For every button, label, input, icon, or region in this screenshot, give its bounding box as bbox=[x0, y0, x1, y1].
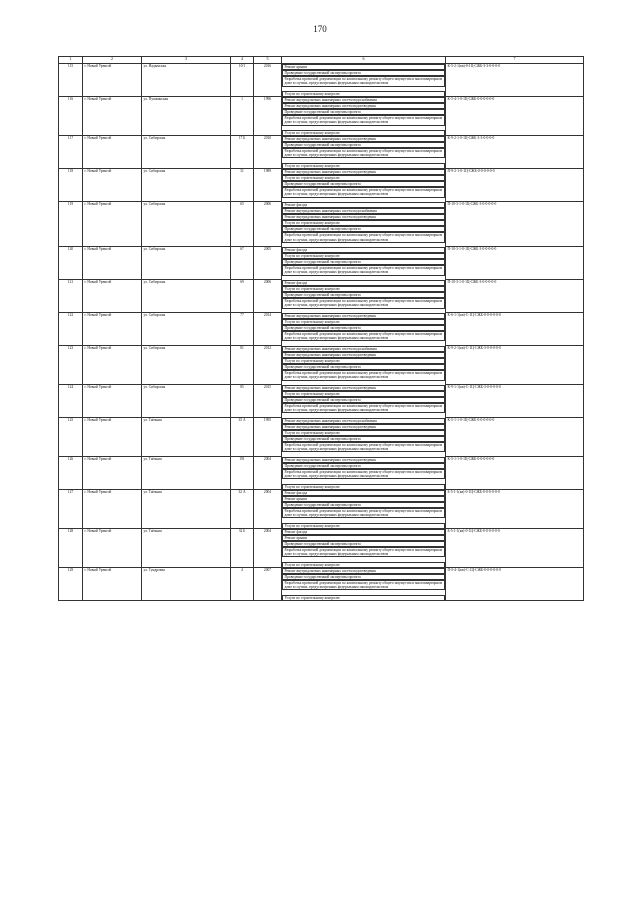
column-number-row bbox=[59, 57, 584, 64]
year-cell: 2010 bbox=[254, 136, 282, 169]
house-code-cell: П-9-2-1-0-1Ц-СЖБ-0-0-0-0-0-0 bbox=[446, 169, 584, 202]
work-type-cell: Ремонт фасада bbox=[282, 529, 445, 535]
house-code-cell: К-5-1-1-0-1Ц-СЖБ-0-0-0-0-0-0 bbox=[446, 418, 584, 457]
work-type-cell: Услуги по строительному контролю bbox=[282, 430, 445, 436]
work-type-cell: Проведение государственной экспертизы проекта bbox=[282, 397, 445, 403]
row-number-cell: 128 bbox=[59, 529, 83, 568]
year-cell: 1996 bbox=[254, 97, 282, 136]
row-number-cell: 125 bbox=[59, 418, 83, 457]
city-cell: г. Новый Уренгой bbox=[83, 64, 142, 97]
work-type-cell: Услуги по строительному контролю bbox=[282, 286, 445, 292]
row-number-cell: 126 bbox=[59, 457, 83, 490]
column-number: 2 bbox=[83, 57, 142, 64]
work-type-cell: Ремонт внутридомовых инженерных систем водоотведения bbox=[282, 169, 445, 175]
city-cell: г. Новый Уренгой bbox=[83, 136, 142, 169]
row-number-cell: 122 bbox=[59, 313, 83, 346]
house-code-cell: К-5-2-1(кв)-0-1Ц-СЖБ-3-3-0-0-0-0 bbox=[446, 64, 584, 97]
work-type-cell: Проведение государственной экспертизы проекта bbox=[282, 142, 445, 148]
house-code-cell: К-6-1-1(кв)-С-1Ц-СЖБ-0-0-0-0-0-0 bbox=[446, 313, 584, 346]
work-type-cell: Ремонт фасада bbox=[282, 247, 445, 253]
house-cell: 10/1 bbox=[231, 64, 254, 97]
house-cell: 85 bbox=[231, 385, 254, 418]
street-cell: ул. Тундровая bbox=[142, 568, 231, 601]
work-type-cell: Разработка проектной документации по капитальному ремонту общего имущества в многоквартирном доме в случаях, предусмотренных федеральным законодательством bbox=[282, 580, 445, 590]
work-type-cell: Проведение государственной экспертизы проекта bbox=[282, 364, 445, 370]
column-number: 5 bbox=[254, 57, 282, 64]
street-cell: ул. Сибирская bbox=[142, 280, 231, 313]
house-code-cell: К-9-1-1(кв)-С-1Ц-СЖБ-3-0-0-0-0-0 bbox=[446, 385, 584, 418]
work-type-cell: Услуги по строительному контролю bbox=[282, 91, 445, 97]
street-cell: ул. Сибирская bbox=[142, 169, 231, 202]
house-cell: 67 bbox=[231, 247, 254, 280]
column-number: 1 bbox=[59, 57, 83, 64]
work-type-cell: Проведение государственной экспертизы проекта bbox=[282, 259, 445, 265]
city-cell: г. Новый Уренгой bbox=[83, 202, 142, 247]
row-number-cell: 117 bbox=[59, 136, 83, 169]
row-number-cell: 115 bbox=[59, 64, 83, 97]
year-cell: 2004 bbox=[254, 529, 282, 568]
house-code-cell: П-10-3-1-0-1Ц-СЖБ-3-0-0-0-0-0 bbox=[446, 202, 584, 247]
house-cell: 65 bbox=[231, 202, 254, 247]
year-cell: 1995 bbox=[254, 418, 282, 457]
work-type-cell: Ремонт крыши bbox=[282, 535, 445, 541]
work-type-cell: Услуги по строительному контролю bbox=[282, 175, 445, 181]
house-cell: 32 А bbox=[231, 490, 254, 529]
city-cell: г. Новый Уренгой bbox=[83, 280, 142, 313]
house-code-cell: Б-5-1-1(кв)-0-1Ц-СЖБ-0-0-0-0-0-0 bbox=[446, 490, 584, 529]
work-type-cell: Проведение государственной экспертизы проекта bbox=[282, 292, 445, 298]
street-cell: ул. Таёжная bbox=[142, 457, 231, 490]
work-type-cell: Услуги по строительному контролю bbox=[282, 391, 445, 397]
row-number-cell: 129 bbox=[59, 568, 83, 601]
city-cell: г. Новый Уренгой bbox=[83, 169, 142, 202]
street-cell: ул. Сибирская bbox=[142, 247, 231, 280]
work-type-cell: Разработка проектной документации по капитальному ремонту общего имущества в многоквартирном доме в случаях, предусмотренных федеральным законодательством bbox=[282, 115, 445, 125]
work-type-cell: Разработка проектной документации по капитальному ремонту общего имущества в многоквартирном доме в случаях, предусмотренных федеральным законодательством bbox=[282, 265, 445, 275]
row-number-cell: 127 bbox=[59, 490, 83, 529]
work-type-cell: Проведение государственной экспертизы проекта bbox=[282, 541, 445, 547]
city-cell: г. Новый Уренгой bbox=[83, 346, 142, 385]
table-row bbox=[59, 64, 584, 71]
house-cell: 32 Б bbox=[231, 529, 254, 568]
work-type-cell: Ремонт внутридомовых инженерных систем водоотведения bbox=[282, 136, 445, 142]
work-type-cell: Ремонт фасада bbox=[282, 490, 445, 496]
street-cell: ул. Сибирская bbox=[142, 202, 231, 247]
work-type-cell: Ремонт крыши bbox=[282, 64, 445, 70]
work-type-cell: Услуги по строительному контролю bbox=[282, 358, 445, 364]
work-type-cell: Проведение государственной экспертизы проекта bbox=[282, 502, 445, 508]
street-cell: ул. Таёжная bbox=[142, 490, 231, 529]
work-type-cell: Услуги по строительному контролю bbox=[282, 319, 445, 325]
house-cell: 35 А bbox=[231, 418, 254, 457]
work-type-cell: Услуги по строительному контролю bbox=[282, 130, 445, 136]
work-type-cell: Разработка проектной документации по капитальному ремонту общего имущества в многоквартирном доме в случаях, предусмотренных федеральным законодательством bbox=[282, 370, 445, 380]
street-cell: ул. Сибирская bbox=[142, 136, 231, 169]
column-number: 7 bbox=[446, 57, 584, 64]
house-cell: 191 bbox=[231, 457, 254, 490]
house-code-cell: К-5-1-1-0-1Ц-СЖБ-0-0-0-0-0-0 bbox=[446, 457, 584, 490]
house-cell: 81 bbox=[231, 346, 254, 385]
year-cell: 2007 bbox=[254, 568, 282, 601]
house-cell: 17 Б bbox=[231, 136, 254, 169]
work-type-cell: Услуги по строительному контролю bbox=[282, 562, 445, 568]
work-type-cell: Разработка проектной документации по капитальному ремонту общего имущества в многоквартирном доме в случаях, предусмотренных федеральным законодательством bbox=[282, 442, 445, 452]
work-type-cell: Проведение государственной экспертизы проекта bbox=[282, 226, 445, 232]
work-type-cell: Проведение государственной экспертизы проекта bbox=[282, 436, 445, 442]
work-type-cell: Ремонт внутридомовых инженерных систем водоотведения bbox=[282, 313, 445, 319]
street-cell: ул. Таёжная bbox=[142, 418, 231, 457]
work-type-cell: Ремонт внутридомовых инженерных систем водоотведения bbox=[282, 457, 445, 463]
city-cell: г. Новый Уренгой bbox=[83, 97, 142, 136]
city-cell: г. Новый Уренгой bbox=[83, 418, 142, 457]
work-type-cell: Услуги по строительному контролю bbox=[282, 220, 445, 226]
city-cell: г. Новый Уренгой bbox=[83, 247, 142, 280]
street-cell: ул. Пушкинская bbox=[142, 97, 231, 136]
work-type-cell: Проведение государственной экспертизы проекта bbox=[282, 109, 445, 115]
year-cell: 2006 bbox=[254, 280, 282, 313]
house-code-cell: К-9-2-1(кв)-С-1Ц-СЖБ-3-0-0-0-0-0 bbox=[446, 346, 584, 385]
work-type-cell: Ремонт внутридомовых инженерных систем водоснабжения bbox=[282, 208, 445, 214]
column-number: 6 bbox=[282, 57, 446, 64]
house-code-cell: П-10-3-1-0-1Ц-СЖБ-3-0-0-0-0-0 bbox=[446, 247, 584, 280]
work-type-cell: Разработка проектной документации по капитальному ремонту общего имущества в многоквартирном доме в случаях, предусмотренных федеральным законодательством bbox=[282, 469, 445, 479]
city-cell: г. Новый Уренгой bbox=[83, 568, 142, 601]
row-number-cell: 124 bbox=[59, 385, 83, 418]
column-number: 4 bbox=[231, 57, 254, 64]
street-cell: ул. Надымская bbox=[142, 64, 231, 97]
year-cell: 2005 bbox=[254, 247, 282, 280]
work-type-cell: Услуги по строительному контролю bbox=[282, 595, 445, 601]
street-cell: ул. Сибирская bbox=[142, 313, 231, 346]
work-type-cell: Ремонт фасада bbox=[282, 202, 445, 208]
work-type-cell: Разработка проектной документации по капитальному ремонту общего имущества в многоквартирном доме в случаях, предусмотренных федеральным законодательством bbox=[282, 232, 445, 242]
house-code-cell: П-10-3-1-0-1Ц-СЖБ-3-0-0-0-0-0 bbox=[446, 280, 584, 313]
work-type-cell: Разработка проектной документации по капитальному ремонту общего имущества в многоквартирном доме в случаях, предусмотренных федеральным законодательством bbox=[282, 547, 445, 557]
work-type-cell: Услуги по строительному контролю bbox=[282, 484, 445, 490]
street-cell: ул. Сибирская bbox=[142, 385, 231, 418]
work-type-cell: Проведение государственной экспертизы проекта bbox=[282, 325, 445, 331]
work-type-cell: Услуги по строительному контролю bbox=[282, 253, 445, 259]
house-cell: 1 bbox=[231, 97, 254, 136]
house-cell: 4 bbox=[231, 568, 254, 601]
work-type-cell: Ремонт внутридомовых инженерных систем водоотведения bbox=[282, 424, 445, 430]
work-type-cell: Проведение государственной экспертизы проекта bbox=[282, 181, 445, 187]
row-number-cell: 118 bbox=[59, 169, 83, 202]
page-number: 170 bbox=[313, 24, 327, 34]
house-cell: 31 bbox=[231, 169, 254, 202]
year-cell: 2004 bbox=[254, 490, 282, 529]
work-type-cell: Ремонт крыши bbox=[282, 496, 445, 502]
house-code-cell: П-5-4-1(кв)-С-1Ц-СЖБ-0-0-0-0-0-0 bbox=[446, 568, 584, 601]
house-code-cell: К-9-2-1-0-1Ц-СЖБ-3-3-0-0-0-0 bbox=[446, 136, 584, 169]
year-cell: 2006 bbox=[254, 202, 282, 247]
year-cell: 2015 bbox=[254, 385, 282, 418]
work-type-cell: Услуги по строительному контролю bbox=[282, 163, 445, 169]
work-type-cell: Проведение государственной экспертизы проекта bbox=[282, 463, 445, 469]
work-type-cell: Ремонт внутридомовых инженерных систем водоотведения bbox=[282, 214, 445, 220]
house-cell: 69 bbox=[231, 280, 254, 313]
year-cell: 2012 bbox=[254, 346, 282, 385]
work-type-cell: Проведение государственной экспертизы проекта bbox=[282, 574, 445, 580]
work-type-cell: Ремонт внутридомовых инженерных систем водоотведения bbox=[282, 568, 445, 574]
register-table bbox=[58, 56, 584, 601]
row-number-cell: 123 bbox=[59, 346, 83, 385]
work-type-cell: Разработка проектной документации по капитальному ремонту общего имущества в многоквартирном доме в случаях, предусмотренных федеральным законодательством bbox=[282, 148, 445, 158]
house-code-cell: К-5-4-1-0-1Ц-СЖБ-0-0-0-0-0-0 bbox=[446, 97, 584, 136]
work-type-cell: Проведение государственной экспертизы проекта bbox=[282, 70, 445, 76]
row-number-cell: 121 bbox=[59, 280, 83, 313]
work-type-cell: Ремонт фасада bbox=[282, 280, 445, 286]
work-type-cell: Разработка проектной документации по капитальному ремонту общего имущества в многоквартирном доме в случаях, предусмотренных федеральным законодательством bbox=[282, 508, 445, 518]
work-type-cell: Ремонт внутридомовых инженерных систем водоотведения bbox=[282, 103, 445, 109]
city-cell: г. Новый Уренгой bbox=[83, 313, 142, 346]
year-cell: 2016 bbox=[254, 64, 282, 97]
register-body bbox=[59, 64, 584, 601]
house-cell: 77 bbox=[231, 313, 254, 346]
work-type-cell: Разработка проектной документации по капитальному ремонту общего имущества в многоквартирном доме в случаях, предусмотренных федеральным законодательством bbox=[282, 403, 445, 413]
house-code-cell: Б-5-1-1(кв)-0-1Ц-СЖБ-0-0-0-0-0-0 bbox=[446, 529, 584, 568]
work-type-cell: Ремонт внутридомовых инженерных систем водоснабжения bbox=[282, 97, 445, 103]
work-type-cell: Ремонт внутридомовых инженерных систем водоснабжения bbox=[282, 346, 445, 352]
street-cell: ул. Таёжная bbox=[142, 529, 231, 568]
city-cell: г. Новый Уренгой bbox=[83, 385, 142, 418]
work-type-cell: Разработка проектной документации по капитальному ремонту общего имущества в многоквартирном доме в случаях, предусмотренных федеральным законодательством bbox=[282, 298, 445, 308]
city-cell: г. Новый Уренгой bbox=[83, 457, 142, 490]
work-type-cell: Ремонт внутридомовых инженерных систем водоотведения bbox=[282, 352, 445, 358]
work-type-cell: Разработка проектной документации по капитальному ремонту общего имущества в многоквартирном доме в случаях, предусмотренных федеральным законодательством bbox=[282, 76, 445, 86]
work-type-cell: Разработка проектной документации по капитальному ремонту общего имущества в многоквартирном доме в случаях, предусмотренных федеральным законодательством bbox=[282, 331, 445, 341]
row-number-cell: 119 bbox=[59, 202, 83, 247]
column-number: 3 bbox=[142, 57, 231, 64]
work-type-cell: Ремонт внутридомовых инженерных систем водоотведения bbox=[282, 385, 445, 391]
street-cell: ул. Сибирская bbox=[142, 346, 231, 385]
year-cell: 2004 bbox=[254, 457, 282, 490]
row-number-cell: 116 bbox=[59, 97, 83, 136]
work-type-cell: Разработка проектной документации по капитальному ремонту общего имущества в многоквартирном доме в случаях, предусмотренных федеральным законодательством bbox=[282, 187, 445, 197]
work-type-cell: Услуги по строительному контролю bbox=[282, 523, 445, 529]
work-type-cell: Ремонт внутридомовых инженерных систем водоснабжения bbox=[282, 418, 445, 424]
year-cell: 1989 bbox=[254, 169, 282, 202]
city-cell: г. Новый Уренгой bbox=[83, 529, 142, 568]
city-cell: г. Новый Уренгой bbox=[83, 490, 142, 529]
row-number-cell: 120 bbox=[59, 247, 83, 280]
year-cell: 2014 bbox=[254, 313, 282, 346]
